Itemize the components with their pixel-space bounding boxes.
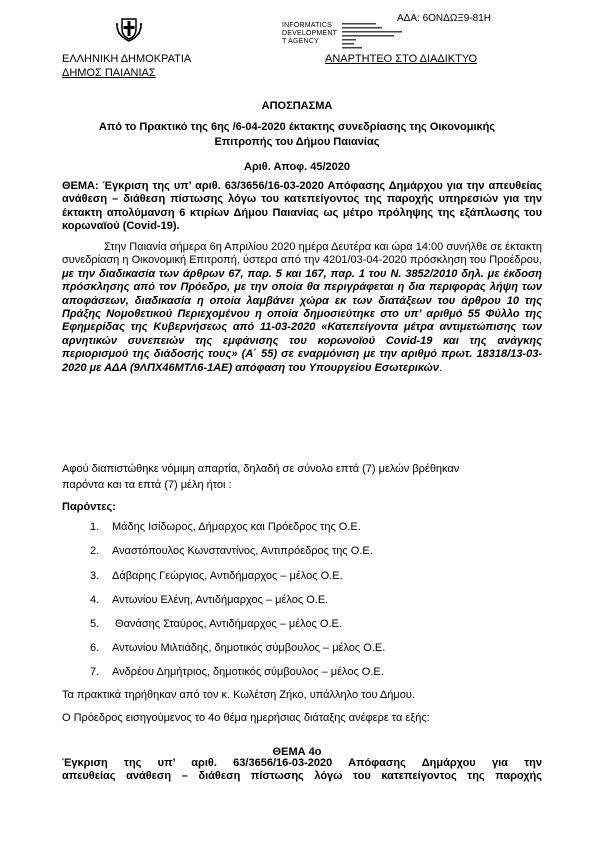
subtitle-line: Επιτροπής του Δήμου Παιανίας — [214, 136, 380, 148]
member-name: Ανδρέου Δημήτριος, δημοτικός σύμβουλος – μέλος Ο.Ε. — [112, 666, 384, 678]
minutes-keeper-line: Τα πρακτικά τηρήθηκαν από τον κ. Κωλέτση Ζήκο, υπάλληλο του Δήμου. — [62, 689, 415, 701]
member-name: Θανάσης Σταύρος, Αντιδήμαρχος – μέλος Ο.Ε. — [112, 618, 342, 630]
member-name: Δάβαρης Γεώργιος, Αντιδήμαρχος – μέλος Ο.Ε. — [112, 570, 343, 582]
topic-4-heading: ΘΕΜΑ 4ο — [272, 746, 322, 758]
list-number: 5. — [90, 618, 100, 630]
document-title: ΑΠΟΣΠΑΣΜΑ — [261, 100, 333, 112]
topic-4-line: Έγκριση της υπ’ αριθ. 63/3656/16-03-2020 Απόφασης Δημάρχου για την — [62, 757, 542, 769]
subtitle-line: Από το Πρακτικό της 6ης /6-04-2020 έκτακτης συνεδρίασης της Οικονομικής — [98, 121, 496, 133]
document-subtitle — [62, 120, 532, 150]
logo-line: INFORMATICS — [282, 22, 332, 29]
list-item — [90, 570, 343, 582]
subject-paragraph: ΘΕΜΑ: Έγκριση της υπ’ αριθ. 63/3656/16-03-2020 Απόφασης Δημάρχου για την απευθείας ανάθεση – διάθεση πίστωσης λόγω του κατεπείγοντος της παροχής υπηρεσιών για την έκτακτη απολύμανση 6 κτιρίων Δήμου Παιανίας ως μέτρο πρόληψης της εξάπλωσης του κορωναϊού (Covid-19). — [62, 180, 542, 233]
logo-line: DEVELOPMENT — [282, 30, 338, 37]
list-item — [90, 545, 373, 557]
greek-coat-of-arms-icon — [114, 13, 144, 43]
body-text: Στην Παιανία σήμερα 6η Απριλίου 2020 ημέρα Δευτέρα και ώρα 14:00 συνήλθε σε έκτακτη συνεδρίαση η Οικονομική Επιτροπή, ύστερα από την 4201/03-04-2020 πρόσκληση του Προέδρου, — [62, 241, 542, 267]
list-number: 7. — [90, 666, 100, 678]
publish-online-label: ΑΝΑΡΤΗΤΕΟ ΣΤΟ ΔΙΑΔΙΚΤΥΟ — [325, 53, 478, 65]
logo-line: T AGENCY — [282, 38, 319, 45]
list-item — [90, 642, 385, 654]
list-item — [90, 594, 328, 606]
present-label: Παρόντες: — [62, 501, 116, 513]
member-name: Αντωνίου Μιλτιάδης, δημοτικός σύμβουλος – μέλος Ο.Ε. — [112, 642, 386, 654]
quorum-line: παρόντα και τα επτά (7) μέλη ήτοι : — [62, 479, 232, 491]
topic-4-line: απευθείας ανάθεση – διάθεση πίστωσης λόγω του κατεπείγοντος της παροχής — [62, 770, 542, 783]
list-number: 6. — [90, 642, 100, 654]
decision-number: Αριθ. Αποφ. 45/2020 — [244, 161, 350, 173]
member-name: Μάδης Ισίδωρος, Δήμαρχος και Πρόεδρος της Ο.Ε. — [112, 521, 361, 533]
informatics-logo — [282, 22, 337, 46]
president-line: Ο Πρόεδρος εισηγούμενος το 4ο θέμα ημερήσιας διάταξης ανέφερε τα εξής: — [62, 712, 430, 724]
list-number: 2. — [90, 545, 100, 557]
logo-stamp-lines — [342, 22, 404, 50]
republic-label: ΕΛΛΗΝΙΚΗ ΔΗΜΟΚΡΑΤΙΑ — [62, 53, 192, 65]
list-item — [90, 618, 342, 630]
body-text: . — [438, 361, 443, 374]
body-paragraph — [62, 241, 542, 375]
header-left — [62, 52, 191, 80]
list-number: 1. — [90, 521, 100, 533]
member-name: Αντωνίου Ελένη, Αντιδήμαρχος – μέλος Ο.Ε. — [112, 594, 329, 606]
quorum-line: Αφού διαπιστώθηκε νόμιμη απαρτία, δηλαδή σε σύνολο επτά (7) μελών βρέθηκαν — [62, 463, 460, 475]
list-number: 4. — [90, 594, 100, 606]
list-item — [90, 521, 361, 533]
municipality-label: ΔΗΜΟΣ ΠΑΙΑΝΙΑΣ — [62, 67, 156, 79]
list-number: 3. — [90, 570, 100, 582]
topic-4-text — [62, 757, 542, 784]
member-name: Αναστόπουλος Κωνσταντίνος, Αντιπρόεδρος της Ο.Ε. — [112, 545, 373, 557]
list-item — [90, 666, 384, 678]
ada-code: ΑΔΑ: 6ΟΝΔΩΞ9-81Η — [397, 13, 492, 24]
body-text-emphasis: με την διαδικασία των άρθρων 67, παρ. 5 και 167, παρ. 1 του Ν. 3852/2010 δηλ. με έκδοση πρόσκλησης από τον Πρόεδρο, με την οποία θα περιγράφεται η δια περιφοράς λήψη των αποφάσεων, διαδικασία η οποία λαμβάνει χώρα εκ των διατάξεων του άρθρου 10 της Πράξης Νομοθετικού Περιεχομένου η οποία δημοσιεύτηκε στο υπ’ αριθμό 55 Φύλλο της Εφημερίδας της Κυβερνήσεως από 11-03-2020 «Κατεπείγοντα μέτρα αντιμετώπισης των αρνητικών συνεπειών της εμφάνισης του κορωνοϊού Covid-19 και της ανάγκης περιορισμού της διάδοσής τους» (Α΄ 55) σε εναρμόνιση με την αριθμό πρωτ. 18318/13-03-2020 με ΑΔΑ (9ΛΠΧ46ΜΤΛ6-1ΑΕ) απόφαση του Υπουργείου Εσωτερικών — [62, 267, 542, 374]
